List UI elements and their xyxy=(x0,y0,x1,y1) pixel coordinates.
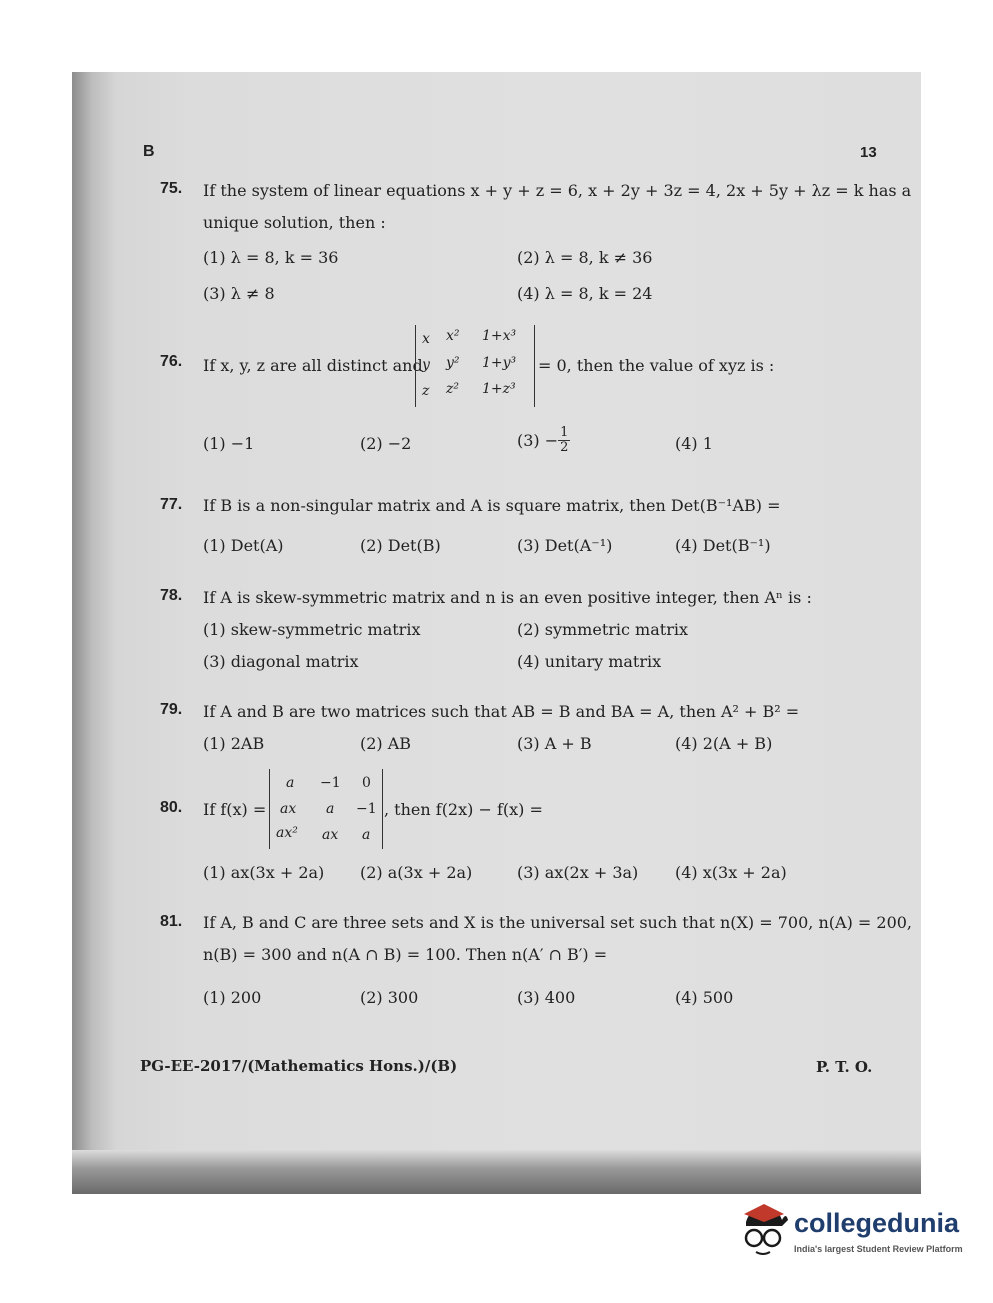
matrix-cell: 0 xyxy=(362,775,371,791)
option-4: (4) 1 xyxy=(675,434,713,453)
option-2: (2) λ = 8, k ≠ 36 xyxy=(517,248,653,267)
scan-shadow xyxy=(72,1150,921,1194)
matrix-cell: 1+y³ xyxy=(482,355,517,371)
brand-tagline: India's largest Student Review Platform xyxy=(794,1244,963,1254)
question-stem: If A, B and C are three sets and X is the universal set such that n(X) = 700, n(A) = 200, xyxy=(203,913,913,932)
pto-label: P. T. O. xyxy=(816,1058,873,1076)
option-4: (4) Det(B⁻¹) xyxy=(675,536,771,555)
question-number: 81. xyxy=(160,913,183,930)
collegedunia-watermark xyxy=(738,1200,968,1262)
matrix-cell: −1 xyxy=(320,775,341,791)
option-1: (1) −1 xyxy=(203,434,255,453)
matrix-cell: −1 xyxy=(356,801,377,817)
matrix-cell: ax xyxy=(322,827,339,843)
matrix-cell: x xyxy=(422,331,430,347)
matrix-cell: y² xyxy=(446,355,460,371)
question-number: 75. xyxy=(160,180,183,197)
question-number: 79. xyxy=(160,701,183,718)
brand-name: collegedunia xyxy=(794,1208,960,1238)
option-4: (4) 500 xyxy=(675,988,734,1007)
option-2: (2) a(3x + 2a) xyxy=(360,863,473,882)
option-2: (2) Det(B) xyxy=(360,536,441,555)
option-1: (1) λ = 8, k = 36 xyxy=(203,248,339,267)
fraction-denominator: 2 xyxy=(560,440,569,455)
option-2: (2) AB xyxy=(360,734,412,753)
option-3 xyxy=(517,426,570,455)
page-number: 13 xyxy=(860,144,877,161)
option-3: (3) 400 xyxy=(517,988,576,1007)
option-1: (1) skew-symmetric matrix xyxy=(203,620,421,639)
option-2: (2) 300 xyxy=(360,988,419,1007)
determinant xyxy=(415,325,535,407)
set-label: B xyxy=(143,143,155,160)
question-number: 78. xyxy=(160,587,183,604)
option-2: (2) −2 xyxy=(360,434,412,453)
scanned-page xyxy=(72,72,921,1194)
matrix-cell: a xyxy=(362,827,371,843)
option-1: (1) ax(3x + 2a) xyxy=(203,863,325,882)
matrix-cell: 1+x³ xyxy=(482,328,517,344)
matrix-cell: 1+z³ xyxy=(482,381,516,397)
question-number: 76. xyxy=(160,353,183,370)
fraction-numerator: 1 xyxy=(560,425,569,440)
option-1: (1) 200 xyxy=(203,988,262,1007)
question-stem: If the system of linear equations x + y + z = 6, x + 2y + 3z = 4, 2x + 5y + λz = k has a xyxy=(203,181,912,200)
option-4: (4) λ = 8, k = 24 xyxy=(517,284,653,303)
option-3: (3) A + B xyxy=(517,734,592,753)
paper-code: PG-EE-2017/(Mathematics Hons.)/(B) xyxy=(140,1057,458,1075)
option-3: (3) Det(A⁻¹) xyxy=(517,536,613,555)
question-stem: If A and B are two matrices such that AB = B and BA = A, then A² + B² = xyxy=(203,702,800,721)
matrix-cell: ax² xyxy=(276,825,298,841)
option-3: (3) diagonal matrix xyxy=(203,652,359,671)
question-stem: , then f(2x) − f(x) = xyxy=(384,800,543,819)
determinant xyxy=(269,769,383,849)
matrix-cell: a xyxy=(286,775,295,791)
question-stem: = 0, then the value of xyz is : xyxy=(538,356,775,375)
question-number: 77. xyxy=(160,496,183,513)
question-stem: If A is skew-symmetric matrix and n is an even positive integer, then Aⁿ is : xyxy=(203,588,812,607)
matrix-cell: z xyxy=(422,383,430,399)
question-number: 80. xyxy=(160,799,183,816)
question-stem: n(B) = 300 and n(A ∩ B) = 100. Then n(A′ ∩ B′) = xyxy=(203,945,608,964)
option-label: (3) − xyxy=(517,431,559,450)
question-stem: unique solution, then : xyxy=(203,213,386,232)
option-2: (2) symmetric matrix xyxy=(517,620,688,639)
option-4: (4) 2(A + B) xyxy=(675,734,773,753)
question-stem: If f(x) = xyxy=(203,800,267,819)
matrix-cell: a xyxy=(326,801,335,817)
matrix-cell: x² xyxy=(446,328,460,344)
option-1: (1) 2AB xyxy=(203,734,265,753)
matrix-cell: ax xyxy=(280,801,297,817)
fraction xyxy=(558,426,570,455)
option-3: (3) ax(2x + 3a) xyxy=(517,863,639,882)
matrix-cell: y xyxy=(422,357,430,373)
mascot-icon xyxy=(738,1202,790,1258)
option-3: (3) λ ≠ 8 xyxy=(203,284,275,303)
question-stem: If B is a non-singular matrix and A is square matrix, then Det(B⁻¹AB) = xyxy=(203,496,781,515)
option-4: (4) x(3x + 2a) xyxy=(675,863,787,882)
option-1: (1) Det(A) xyxy=(203,536,284,555)
question-stem: If x, y, z are all distinct and xyxy=(203,356,423,375)
option-4: (4) unitary matrix xyxy=(517,652,662,671)
matrix-cell: z² xyxy=(446,381,459,397)
